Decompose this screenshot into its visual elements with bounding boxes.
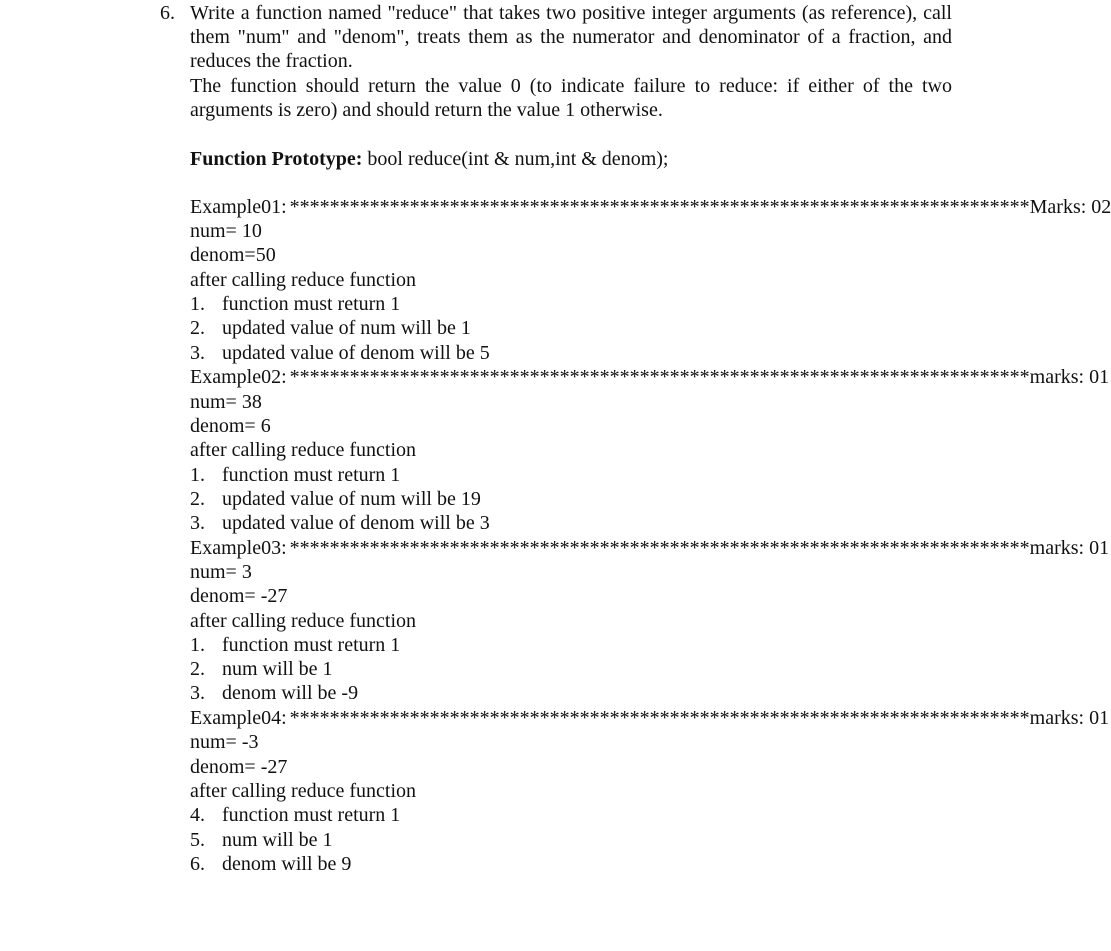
example-1-after: after calling reduce function [190,269,416,291]
example-2-denom: denom= 6 [190,415,271,437]
list-text: function must return 1 [222,464,401,486]
example-3-after: after calling reduce function [190,610,416,632]
list-text: function must return 1 [222,804,401,826]
list-item [190,852,351,876]
list-number: 6. [190,853,205,875]
list-text: updated value of num will be 19 [222,488,481,510]
list-number: 5. [190,829,205,851]
question-paragraph-1: Write a function named "reduce" that takes two positive integer arguments (as reference), call them "num" and "denom", treats them as the numerator and denominator of a fraction, and reduces the fraction. [190,2,952,72]
example-marks: Marks: 02 [1029,196,1111,218]
list-item [190,803,400,827]
list-item [190,463,400,487]
list-number: 2. [190,658,205,680]
list-number: 3. [190,682,205,704]
list-number: 4. [190,804,205,826]
separator-stars: ************************************************************************** [289,366,1030,388]
list-item [190,292,400,316]
list-number: 1. [190,464,205,486]
list-number: 2. [190,317,205,339]
example-3-num: num= 3 [190,561,252,583]
example-4-denom: denom= -27 [190,756,288,778]
question-number: 6. [160,2,175,24]
list-item [190,681,358,705]
list-number: 3. [190,342,205,364]
list-text: num will be 1 [222,829,333,851]
example-title: Example01: [190,196,287,218]
example-2-num: num= 38 [190,391,262,413]
example-marks: marks: 01 [1029,366,1110,388]
example-3-denom: denom= -27 [190,585,288,607]
list-number: 1. [190,293,205,315]
separator-stars: ************************************************************************** [289,537,1030,559]
prototype-label: Function Prototype: [190,148,363,170]
list-item [190,511,490,535]
list-item [190,828,333,852]
example-marks: marks: 01 [1029,707,1110,729]
list-text: updated value of denom will be 3 [222,512,490,534]
list-text: function must return 1 [222,634,401,656]
list-text: denom will be -9 [222,682,359,704]
example-3-header [190,536,1110,560]
list-number: 3. [190,512,205,534]
example-2-header [190,365,1110,389]
list-item [190,487,481,511]
list-item [190,657,333,681]
example-title: Example03: [190,537,287,559]
example-4-header [190,706,1110,730]
example-1-num: num= 10 [190,220,262,242]
separator-stars: ************************************************************************** [289,707,1030,729]
prototype-text: bool reduce(int & num,int & denom); [362,148,669,170]
example-2-after: after calling reduce function [190,439,416,461]
list-item [190,341,490,365]
separator-stars: ************************************************************************** [289,196,1030,218]
example-marks: marks: 01 [1029,537,1110,559]
example-1-denom: denom=50 [190,244,276,266]
question-paragraph-2: The function should return the value 0 (to indicate failure to reduce: if either of the two arguments is zero) and should return the value 1 otherwise. [190,75,952,121]
list-text: function must return 1 [222,293,401,315]
list-text: updated value of num will be 1 [222,317,471,339]
function-prototype [190,147,668,171]
list-text: num will be 1 [222,658,333,680]
list-number: 1. [190,634,205,656]
list-item [190,633,400,657]
list-text: denom will be 9 [222,853,352,875]
example-4-num: num= -3 [190,731,259,753]
list-text: updated value of denom will be 5 [222,342,490,364]
example-title: Example02: [190,366,287,388]
list-item [190,316,471,340]
example-4-after: after calling reduce function [190,780,416,802]
example-title: Example04: [190,707,287,729]
example-1-header [190,195,1111,219]
list-number: 2. [190,488,205,510]
